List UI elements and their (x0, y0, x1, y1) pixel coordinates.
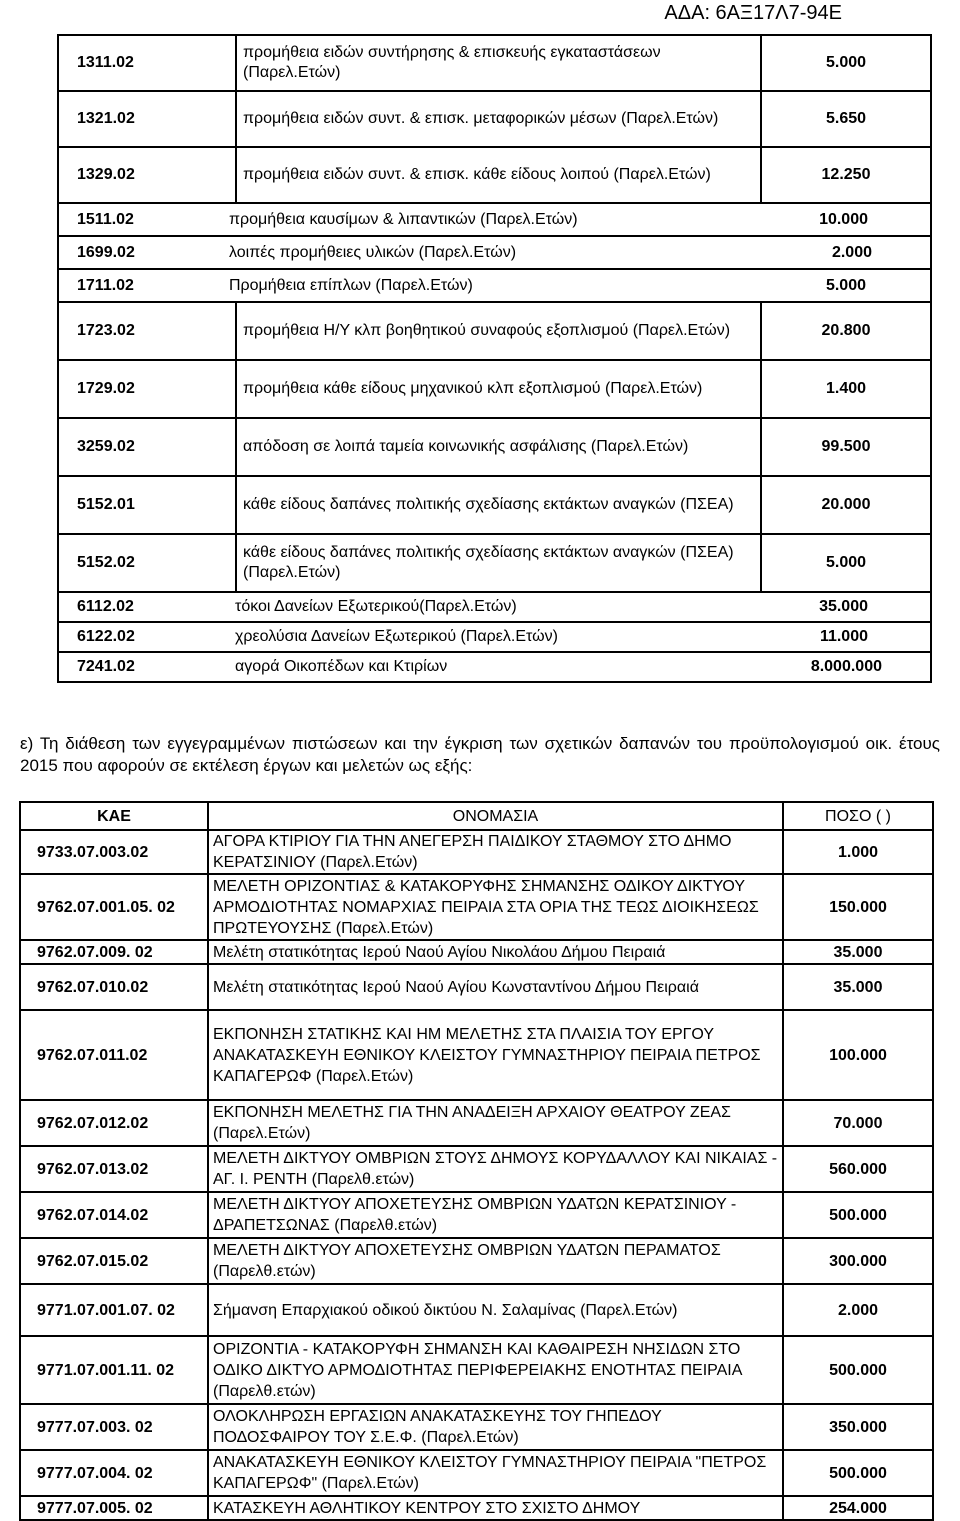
expense-description: αγορά Οικοπέδων και Κτιρίων (235, 658, 448, 675)
table-row (20, 1238, 933, 1284)
kae-code: 5152.02 (58, 534, 236, 592)
kae-code: 1711.02 (77, 276, 134, 294)
table-header-row (20, 802, 933, 830)
table-row (58, 534, 931, 592)
merged-row (58, 652, 931, 682)
table-row (58, 622, 931, 652)
header-amount: ΠΟΣΟ ( ) (783, 802, 933, 830)
table-row (58, 35, 931, 91)
project-amount: 150.000 (783, 874, 933, 940)
kae-code: 1329.02 (58, 147, 236, 203)
expense-description: κάθε είδους δαπάνες πολιτικής σχεδίασης εκτάκτων αναγκών (ΠΣΕΑ) (Παρελ.Ετών) (236, 534, 761, 592)
ada-code: ΑΔΑ: 6ΑΞ17Λ7-94Ε (664, 2, 842, 24)
projects-table (19, 801, 934, 1521)
table-row (20, 874, 933, 940)
merged-row (58, 203, 931, 236)
expense-description: χρεολύσια Δανείων Εξωτερικού (Παρελ.Ετών) (235, 628, 558, 645)
expense-description: τόκοι Δανείων Εξωτερικού(Παρελ.Ετών) (235, 598, 517, 615)
kae-code: 9762.07.011.02 (20, 1010, 208, 1100)
table-row (58, 592, 931, 622)
project-amount: 35.000 (783, 964, 933, 1010)
kae-code: 9762.07.015.02 (20, 1238, 208, 1284)
table-row (20, 1100, 933, 1146)
expense-amount: 20.000 (761, 476, 931, 534)
table-row (20, 1404, 933, 1450)
table-row (20, 830, 933, 874)
project-amount: 1.000 (783, 830, 933, 874)
kae-code: 9733.07.003.02 (20, 830, 208, 874)
project-name: ΕΚΠΟΝΗΣΗ ΜΕΛΕΤΗΣ ΓΙΑ ΤΗΝ ΑΝΑΔΕΙΞΗ ΑΡΧΑΙΟΥ ΘΕΑΤΡΟΥ ΖΕΑΣ (Παρελ.Ετών) (208, 1100, 783, 1146)
expense-amount: 35.000 (819, 598, 868, 615)
merged-row (58, 269, 931, 302)
table-row (20, 1336, 933, 1404)
table-row (20, 1192, 933, 1238)
table-row (58, 91, 931, 147)
table-row (20, 940, 933, 964)
expense-amount: 11.000 (819, 628, 868, 645)
expense-amount: 1.400 (761, 360, 931, 418)
kae-code: 1321.02 (58, 91, 236, 147)
kae-code: 9771.07.001.11. 02 (20, 1336, 208, 1404)
kae-code: 9777.07.005. 02 (20, 1496, 208, 1520)
expense-description: προμήθεια ειδών συντήρησης & επισκευής εγκαταστάσεων (Παρελ.Ετών) (236, 35, 761, 91)
table-row (58, 360, 931, 418)
project-name: ΑΓΟΡΑ ΚΤΙΡΙΟΥ ΓΙΑ ΤΗΝ ΑΝΕΓΕΡΣΗ ΠΑΙΔΙΚΟΥ ΣΤΑΘΜΟΥ ΣΤΟ ΔΗΜΟ ΚΕΡΑΤΣΙΝΙΟΥ (Παρελ.Ετών) (208, 830, 783, 874)
kae-code: 9762.07.013.02 (20, 1146, 208, 1192)
expense-description: λοιπές προμήθειες υλικών (Παρελ.Ετών) (229, 243, 517, 261)
project-name: ΟΛΟΚΛΗΡΩΣΗ ΕΡΓΑΣΙΩΝ ΑΝΑΚΑΤΑΣΚΕΥΗΣ ΤΟΥ ΓΗΠΕΔΟΥ ΠΟΔΟΣΦΑΙΡΟΥ ΤΟΥ Σ.Ε.Φ. (Παρελ.Ετών) (208, 1404, 783, 1450)
kae-code: 1729.02 (58, 360, 236, 418)
table-row (58, 203, 931, 236)
project-amount: 500.000 (783, 1336, 933, 1404)
project-amount: 254.000 (783, 1496, 933, 1520)
kae-code: 9777.07.004. 02 (20, 1450, 208, 1496)
table-row (58, 476, 931, 534)
merged-row (58, 592, 931, 622)
expense-amount: 20.800 (761, 302, 931, 360)
table-row (58, 302, 931, 360)
kae-code: 1311.02 (58, 35, 236, 91)
kae-code: 9762.07.010.02 (20, 964, 208, 1010)
project-name: ΜΕΛΕΤΗ ΔΙΚΤΥΟΥ ΟΜΒΡΙΩΝ ΣΤΟΥΣ ΔΗΜΟΥΣ ΚΟΡΥΔΑΛΛΟΥ ΚΑΙ ΝΙΚΑΙΑΣ - ΑΓ. Ι. ΡΕΝΤΗ (Παρελθ.ετών) (208, 1146, 783, 1192)
project-amount: 350.000 (783, 1404, 933, 1450)
expenses-table-top (57, 34, 932, 683)
project-amount: 500.000 (783, 1192, 933, 1238)
expense-description: προμήθεια Η/Υ κλπ βοηθητικού συναφούς εξοπλισμού (Παρελ.Ετών) (236, 302, 761, 360)
project-name: Μελέτη στατικότητας Ιερού Ναού Αγίου Κωνσταντίνου Δήμου Πειραιά (208, 964, 783, 1010)
project-amount: 70.000 (783, 1100, 933, 1146)
project-amount: 35.000 (783, 940, 933, 964)
table-row (20, 1010, 933, 1100)
kae-code: 6122.02 (77, 628, 135, 645)
table-row (58, 236, 931, 269)
table-row (20, 1146, 933, 1192)
decision-paragraph: ε) Τη διάθεση των εγγεγραμμένων πιστώσεων και την έγκριση των σχετικών δαπανών του προϋπολογισμού οικ. έτους 2015 που αφορούν σε εκτέλεση έργων και μελετών ως εξής: (20, 734, 940, 775)
kae-code: 9771.07.001.07. 02 (20, 1284, 208, 1336)
kae-code: 1511.02 (77, 210, 134, 228)
project-name: Σήμανση Επαρχιακού οδικού δικτύου Ν. Σαλαμίνας (Παρελ.Ετών) (208, 1284, 783, 1336)
merged-row (58, 236, 931, 269)
expense-amount: 5.000 (761, 534, 931, 592)
expense-description: προμήθεια ειδών συντ. & επισκ. μεταφορικών μέσων (Παρελ.Ετών) (236, 91, 761, 147)
expense-description: απόδοση σε λοιπά ταμεία κοινωνικής ασφάλισης (Παρελ.Ετών) (236, 418, 761, 476)
expense-amount: 8.000.000 (810, 658, 882, 675)
project-name: ΑΝΑΚΑΤΑΣΚΕΥΗ ΕΘΝΙΚΟΥ ΚΛΕΙΣΤΟΥ ΓΥΜΝΑΣΤΗΡΙΟΥ ΠΕΙΡΑΙΑ "ΠΕΤΡΟΣ ΚΑΠΑΓΕΡΩΦ" (Παρελ.Ετών) (208, 1450, 783, 1496)
expense-description: κάθε είδους δαπάνες πολιτικής σχεδίασης εκτάκτων αναγκών (ΠΣΕΑ) (236, 476, 761, 534)
kae-code: 7241.02 (77, 658, 135, 675)
project-name: ΜΕΛΕΤΗ ΔΙΚΤΥΟΥ ΑΠΟΧΕΤΕΥΣΗΣ ΟΜΒΡΙΩΝ ΥΔΑΤΩΝ ΠΕΡΑΜΑΤΟΣ (Παρελθ.ετών) (208, 1238, 783, 1284)
project-name: ΚΑΤΑΣΚΕΥΗ ΑΘΛΗΤΙΚΟΥ ΚΕΝΤΡΟΥ ΣΤΟ ΣΧΙΣΤΟ ΔΗΜΟΥ (208, 1496, 783, 1520)
project-name: ΜΕΛΕΤΗ ΔΙΚΤΥΟΥ ΑΠΟΧΕΤΕΥΣΗΣ ΟΜΒΡΙΩΝ ΥΔΑΤΩΝ ΚΕΡΑΤΣΙΝΙΟΥ - ΔΡΑΠΕΤΣΩΝΑΣ (Παρελθ.ετών) (208, 1192, 783, 1238)
expense-amount: 5.000 (825, 276, 866, 294)
expense-amount: 12.250 (761, 147, 931, 203)
project-name: ΕΚΠΟΝΗΣΗ ΣΤΑΤΙΚΗΣ ΚΑΙ ΗΜ ΜΕΛΕΤΗΣ ΣΤΑ ΠΛΑΙΣΙΑ ΤΟΥ ΕΡΓΟΥ ΑΝΑΚΑΤΑΣΚΕΥΗ ΕΘΝΙΚΟΥ ΚΛΕΙΣΤΟΥ ΓΥΜΝΑΣΤΗΡΙΟΥ ΠΕΙΡΑΙΑ ΠΕΤΡΟΣ ΚΑΠΑΓΕΡΩΦ (Παρελ.Ετών) (208, 1010, 783, 1100)
kae-code: 5152.01 (58, 476, 236, 534)
kae-code: 9762.07.014.02 (20, 1192, 208, 1238)
table-row (58, 652, 931, 682)
project-amount: 500.000 (783, 1450, 933, 1496)
expense-amount: 5.000 (761, 35, 931, 91)
expense-amount: 99.500 (761, 418, 931, 476)
expense-amount: 2.000 (831, 243, 872, 261)
project-amount: 2.000 (783, 1284, 933, 1336)
kae-code: 1699.02 (77, 243, 135, 261)
project-name: ΟΡΙΖΟΝΤΙΑ - ΚΑΤΑΚΟΡΥΦΗ ΣΗΜΑΝΣΗ ΚΑΙ ΚΑΘΑΙΡΕΣΗ ΝΗΣΙΔΩΝ ΣΤΟ ΟΔΙΚΟ ΔΙΚΤΥΟ ΑΡΜΟΔΙΟΤΗΤΑΣ ΠΕΡΙΦΕΡΕΙΑΚΗΣ ΕΝΟΤΗΤΑΣ ΠΕΙΡΑΙΑ (Παρελθ.ετών) (208, 1336, 783, 1404)
merged-row (58, 622, 931, 652)
table-row (20, 964, 933, 1010)
table-row (58, 147, 931, 203)
expense-amount: 5.650 (761, 91, 931, 147)
expense-description: Προμήθεια επίπλων (Παρελ.Ετών) (229, 276, 473, 294)
kae-code: 3259.02 (58, 418, 236, 476)
table-row (20, 1450, 933, 1496)
kae-code: 9777.07.003. 02 (20, 1404, 208, 1450)
kae-code: 9762.07.012.02 (20, 1100, 208, 1146)
expense-description: προμήθεια κάθε είδους μηχανικού κλπ εξοπλισμού (Παρελ.Ετών) (236, 360, 761, 418)
expense-amount: 10.000 (819, 210, 868, 228)
kae-code: 9762.07.001.05. 02 (20, 874, 208, 940)
expense-description: προμήθεια καυσίμων & λιπαντικών (Παρελ.Ετών) (229, 210, 578, 228)
project-amount: 560.000 (783, 1146, 933, 1192)
project-amount: 100.000 (783, 1010, 933, 1100)
table-row (58, 269, 931, 302)
table-row (20, 1496, 933, 1520)
header-kae: ΚΑΕ (20, 802, 208, 830)
project-name: ΜΕΛΕΤΗ ΟΡΙΖΟΝΤΙΑΣ & ΚΑΤΑΚΟΡΥΦΗΣ ΣΗΜΑΝΣΗΣ ΟΔΙΚΟΥ ΔΙΚΤΥΟΥ ΑΡΜΟΔΙΟΤΗΤΑΣ ΝΟΜΑΡΧΙΑΣ ΠΕΙΡΑΙΑ ΣΤΑ ΟΡΙΑ ΤΗΣ ΤΕΩΣ ΔΙΟΙΚΗΣΕΩΣ ΠΡΩΤΕΥΟΥΣΗΣ (Παρελ.Ετών) (208, 874, 783, 940)
project-name: Μελέτη στατικότητας Ιερού Ναού Αγίου Νικολάου Δήμου Πειραιά (208, 940, 783, 964)
table-row (58, 418, 931, 476)
expense-description: προμήθεια ειδών συντ. & επισκ. κάθε είδους λοιπού (Παρελ.Ετών) (236, 147, 761, 203)
project-amount: 300.000 (783, 1238, 933, 1284)
kae-code: 6112.02 (77, 598, 134, 615)
kae-code: 1723.02 (58, 302, 236, 360)
header-name: ΟΝΟΜΑΣΙΑ (208, 802, 783, 830)
table-row (20, 1284, 933, 1336)
kae-code: 9762.07.009. 02 (20, 940, 208, 964)
